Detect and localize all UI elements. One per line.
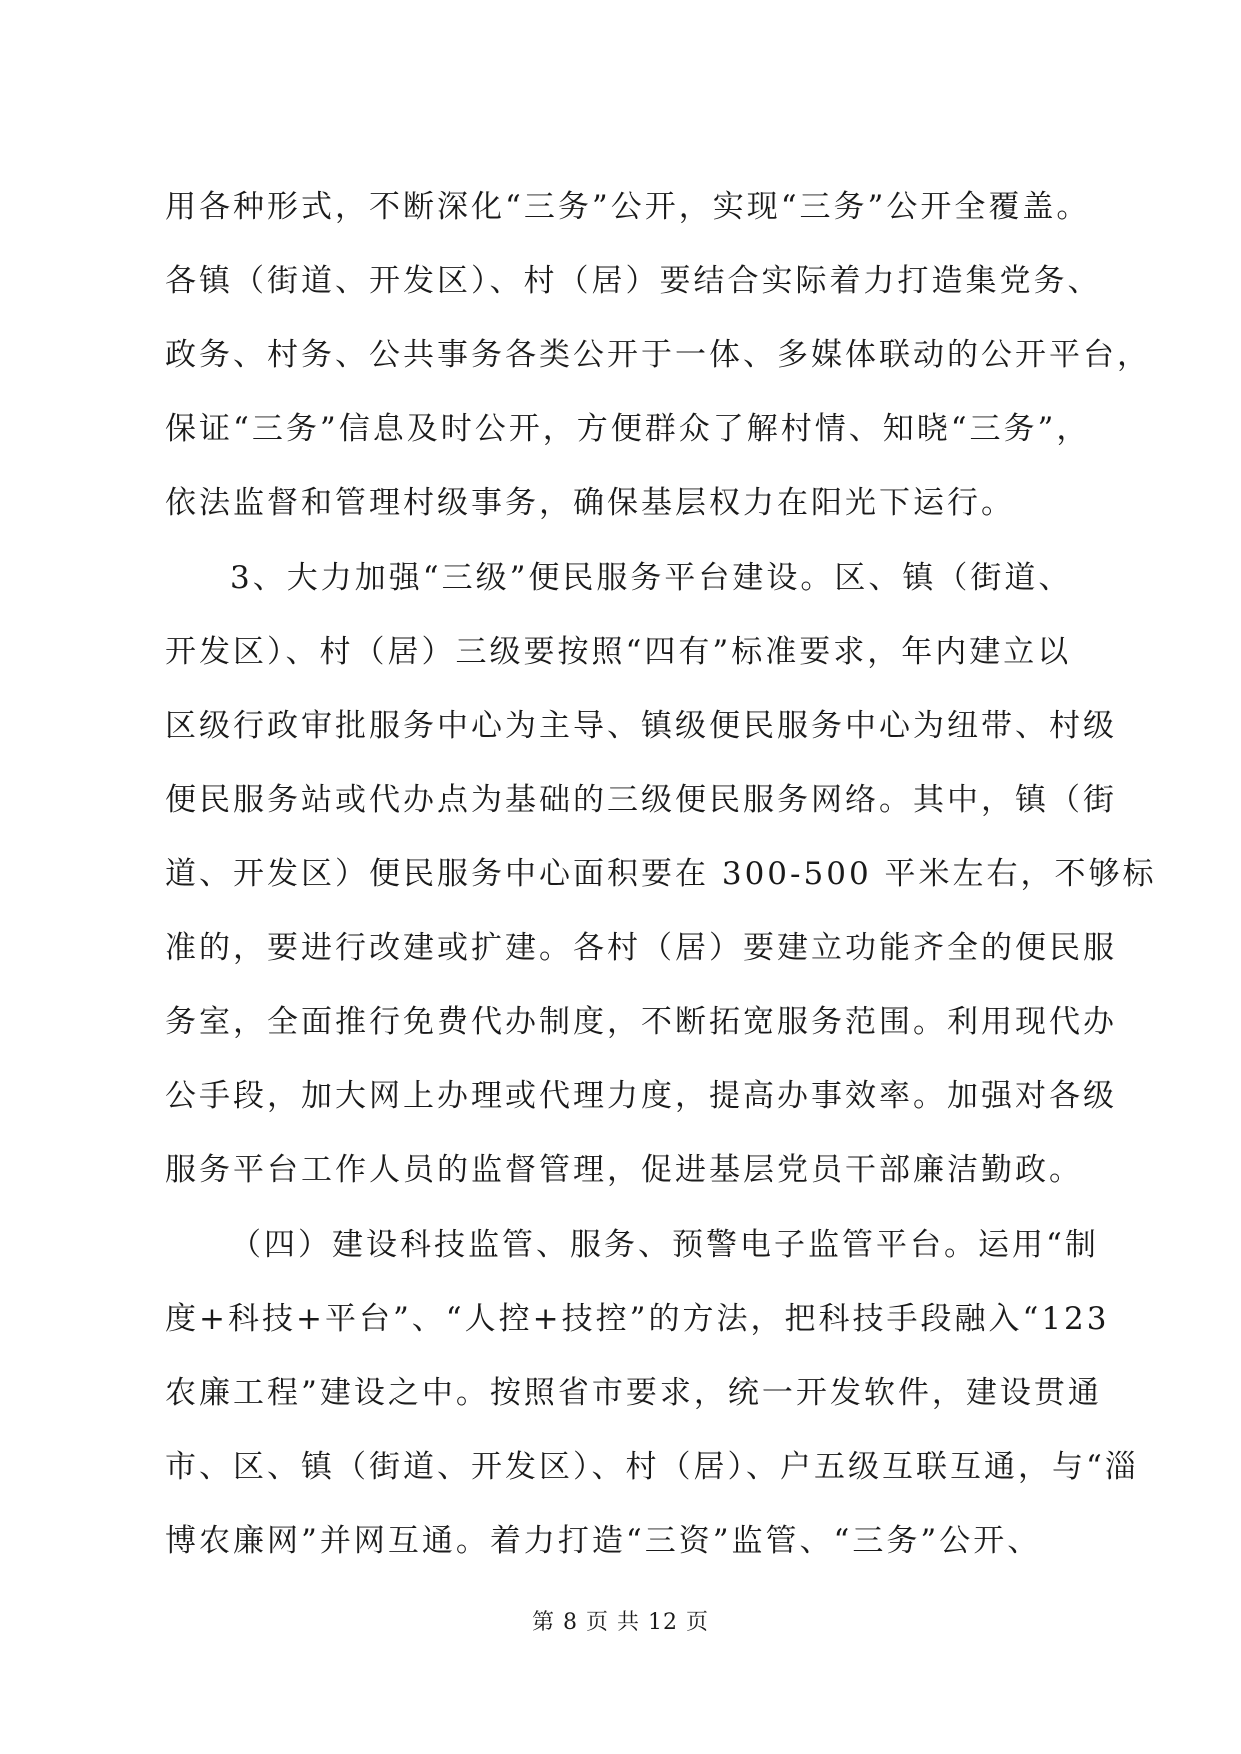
body-text-line: 各镇（街道、开发区）、村（居）要结合实际着力打造集党务、 xyxy=(165,263,1102,299)
body-text-line: 博农廉网”并网互通。着力打造“三资”监管、“三务”公开、 xyxy=(165,1523,1042,1559)
body-text-line: （四）建设科技监管、服务、预警电子监管平台。运用“制 xyxy=(230,1227,1099,1263)
body-text-line: 度+科技+平台”、“人控+技控”的方法，把科技手段融入“123 xyxy=(165,1301,1110,1337)
body-text-line: 公手段，加大网上办理或代理力度，提高办事效率。加强对各级 xyxy=(165,1078,1117,1114)
body-text-line: 用各种形式，不断深化“三务”公开，实现“三务”公开全覆盖。 xyxy=(165,189,1091,225)
body-text-line: 准的，要进行改建或扩建。各村（居）要建立功能齐全的便民服 xyxy=(165,930,1117,966)
body-text-line: 市、区、镇（街道、开发区）、村（居）、户五级互联互通，与“淄 xyxy=(165,1449,1139,1485)
body-text-line: 开发区）、村（居）三级要按照“四有”标准要求，年内建立以 xyxy=(165,634,1072,670)
body-text-line: 3、大力加强“三级”便民服务平台建设。区、镇（街道、 xyxy=(230,560,1073,596)
body-text-line: 服务平台工作人员的监督管理，促进基层党员干部廉洁勤政。 xyxy=(165,1152,1083,1188)
body-text-line: 区级行政审批服务中心为主导、镇级便民服务中心为纽带、村级 xyxy=(165,708,1117,744)
body-text-line: 保证“三务”信息及时公开，方便群众了解村情、知晓“三务”， xyxy=(165,411,1091,447)
body-text-line: 便民服务站或代办点为基础的三级便民服务网络。其中，镇（街 xyxy=(165,782,1117,818)
body-text-line: 农廉工程”建设之中。按照省市要求，统一开发软件，建设贯通 xyxy=(165,1375,1102,1411)
body-text-line: 依法监督和管理村级事务，确保基层权力在阳光下运行。 xyxy=(165,485,1015,521)
page-number-footer: 第 8 页 共 12 页 xyxy=(532,1610,709,1635)
body-text-line: 道、开发区）便民服务中心面积要在 300-500 平米左右，不够标 xyxy=(165,856,1157,892)
body-text-line: 政务、村务、公共事务各类公开于一体、多媒体联动的公开平台， xyxy=(165,337,1151,373)
body-text-line: 务室，全面推行免费代办制度，不断拓宽服务范围。利用现代办 xyxy=(165,1004,1117,1040)
